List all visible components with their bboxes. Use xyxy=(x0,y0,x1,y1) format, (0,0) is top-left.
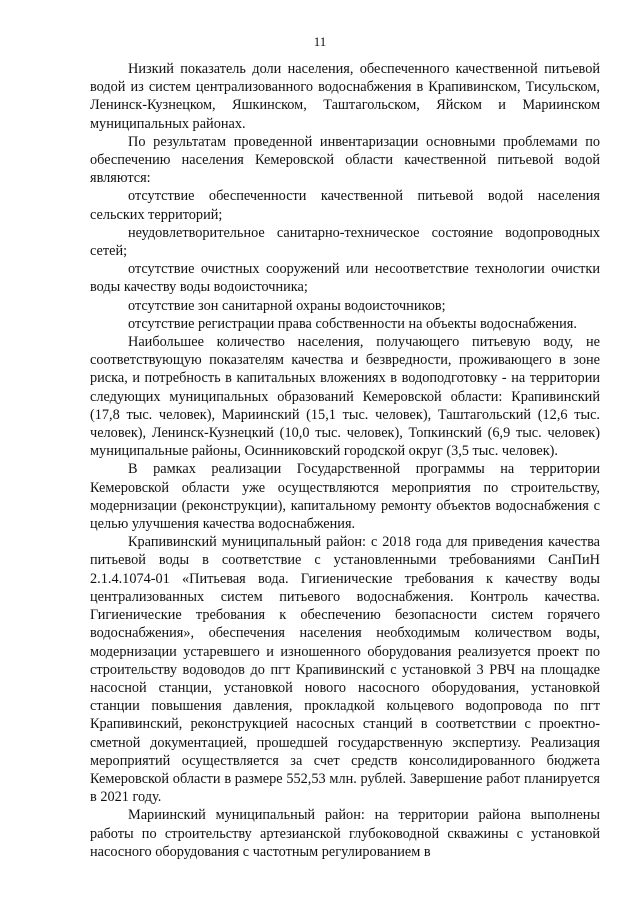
paragraph: Наибольшее количество населения, получающего питьевую воду, не соответствующую показателям качества и безвредности, проживающего в зоне риска, и потребность в капитальных вложениях в водоподготовку - на территории следующих муниципальных образований Кемеровской области: Крапивинский (17,8 тыс. человек), Мариинский (15,1 тыс. человек), Таштагольский (12,6 тыс. человек), Ленинск-Кузнецкий (10,0 тыс. человек), Топкинский (6,9 тыс. человек) муниципальные районы, Осинниковский городской округ (3,5 тыс. человек). xyxy=(90,334,600,460)
list-item: отсутствие обеспеченности качественной питьевой водой населения сельских территорий; xyxy=(90,188,600,223)
paragraph: По результатам проведенной инвентаризации основными проблемами по обеспечению населения Кемеровской области качественной питьевой водой являются: xyxy=(90,133,600,187)
paragraph: Крапивинский муниципальный район: с 2018 года для приведения качества питьевой воды в соответствие с установленными требованиями СанПиН 2.1.4.1074-01 «Питьевая вода. Гигиенические требования к качеству воды централизованных систем питьевого водоснабжения. Контроль качества. Гигиенические требования к обеспечению безопасности систем горячего водоснабжения», обеспечения населения необходимым количеством воды, модернизации устаревшего и изношенного оборудования реализуется проект по строительству водоводов до пгт Крапивинский с установкой 3 РВЧ на площадке насосной станции, установкой нового насосного оборудования, установкой станции повышения давления, прокладкой кольцевого водопровода по пгт Крапивинский, реконструкцией насосных станций в соответствии с проектно-сметной документацией, прошедшей государственную экспертизу. Реализация мероприятий осуществляется за счет средств консолидированного бюджета Кемеровской области в размере 552,53 млн. рублей. Завершение работ планируется в 2021 году. xyxy=(90,534,600,806)
page-number: 11 xyxy=(313,34,327,49)
list-item: неудовлетворительное санитарно-техническое состояние водопроводных сетей; xyxy=(90,224,600,260)
list-item: отсутствие регистрации права собственности на объекты водоснабжения. xyxy=(128,315,577,332)
body-text xyxy=(90,60,600,861)
list-item: отсутствие зон санитарной охраны водоисточников; xyxy=(128,297,446,314)
paragraph: В рамках реализации Государственной программы на территории Кемеровской области уже осуществляются мероприятия по строительству, модернизации (реконструкции), капитальному ремонту объектов водоснабжения с целью улучшения качества водоснабжения. xyxy=(90,461,600,533)
list-item: отсутствие очистных сооружений или несоответствие технологии очистки воды качеству воды водоисточника; xyxy=(90,261,600,296)
paragraph: Низкий показатель доли населения, обеспеченного качественной питьевой водой из систем централизованного водоснабжения в Крапивинском, Тисульском, Ленинск-Кузнецком, Яшкинском, Таштагольском, Яйском и Мариинском муниципальных районах. xyxy=(90,61,600,132)
paragraph: Мариинский муниципальный район: на территории района выполнены работы по строительству артезианской глубоководной скважины с установкой насосного оборудования с частотным регулированием в xyxy=(90,807,600,860)
